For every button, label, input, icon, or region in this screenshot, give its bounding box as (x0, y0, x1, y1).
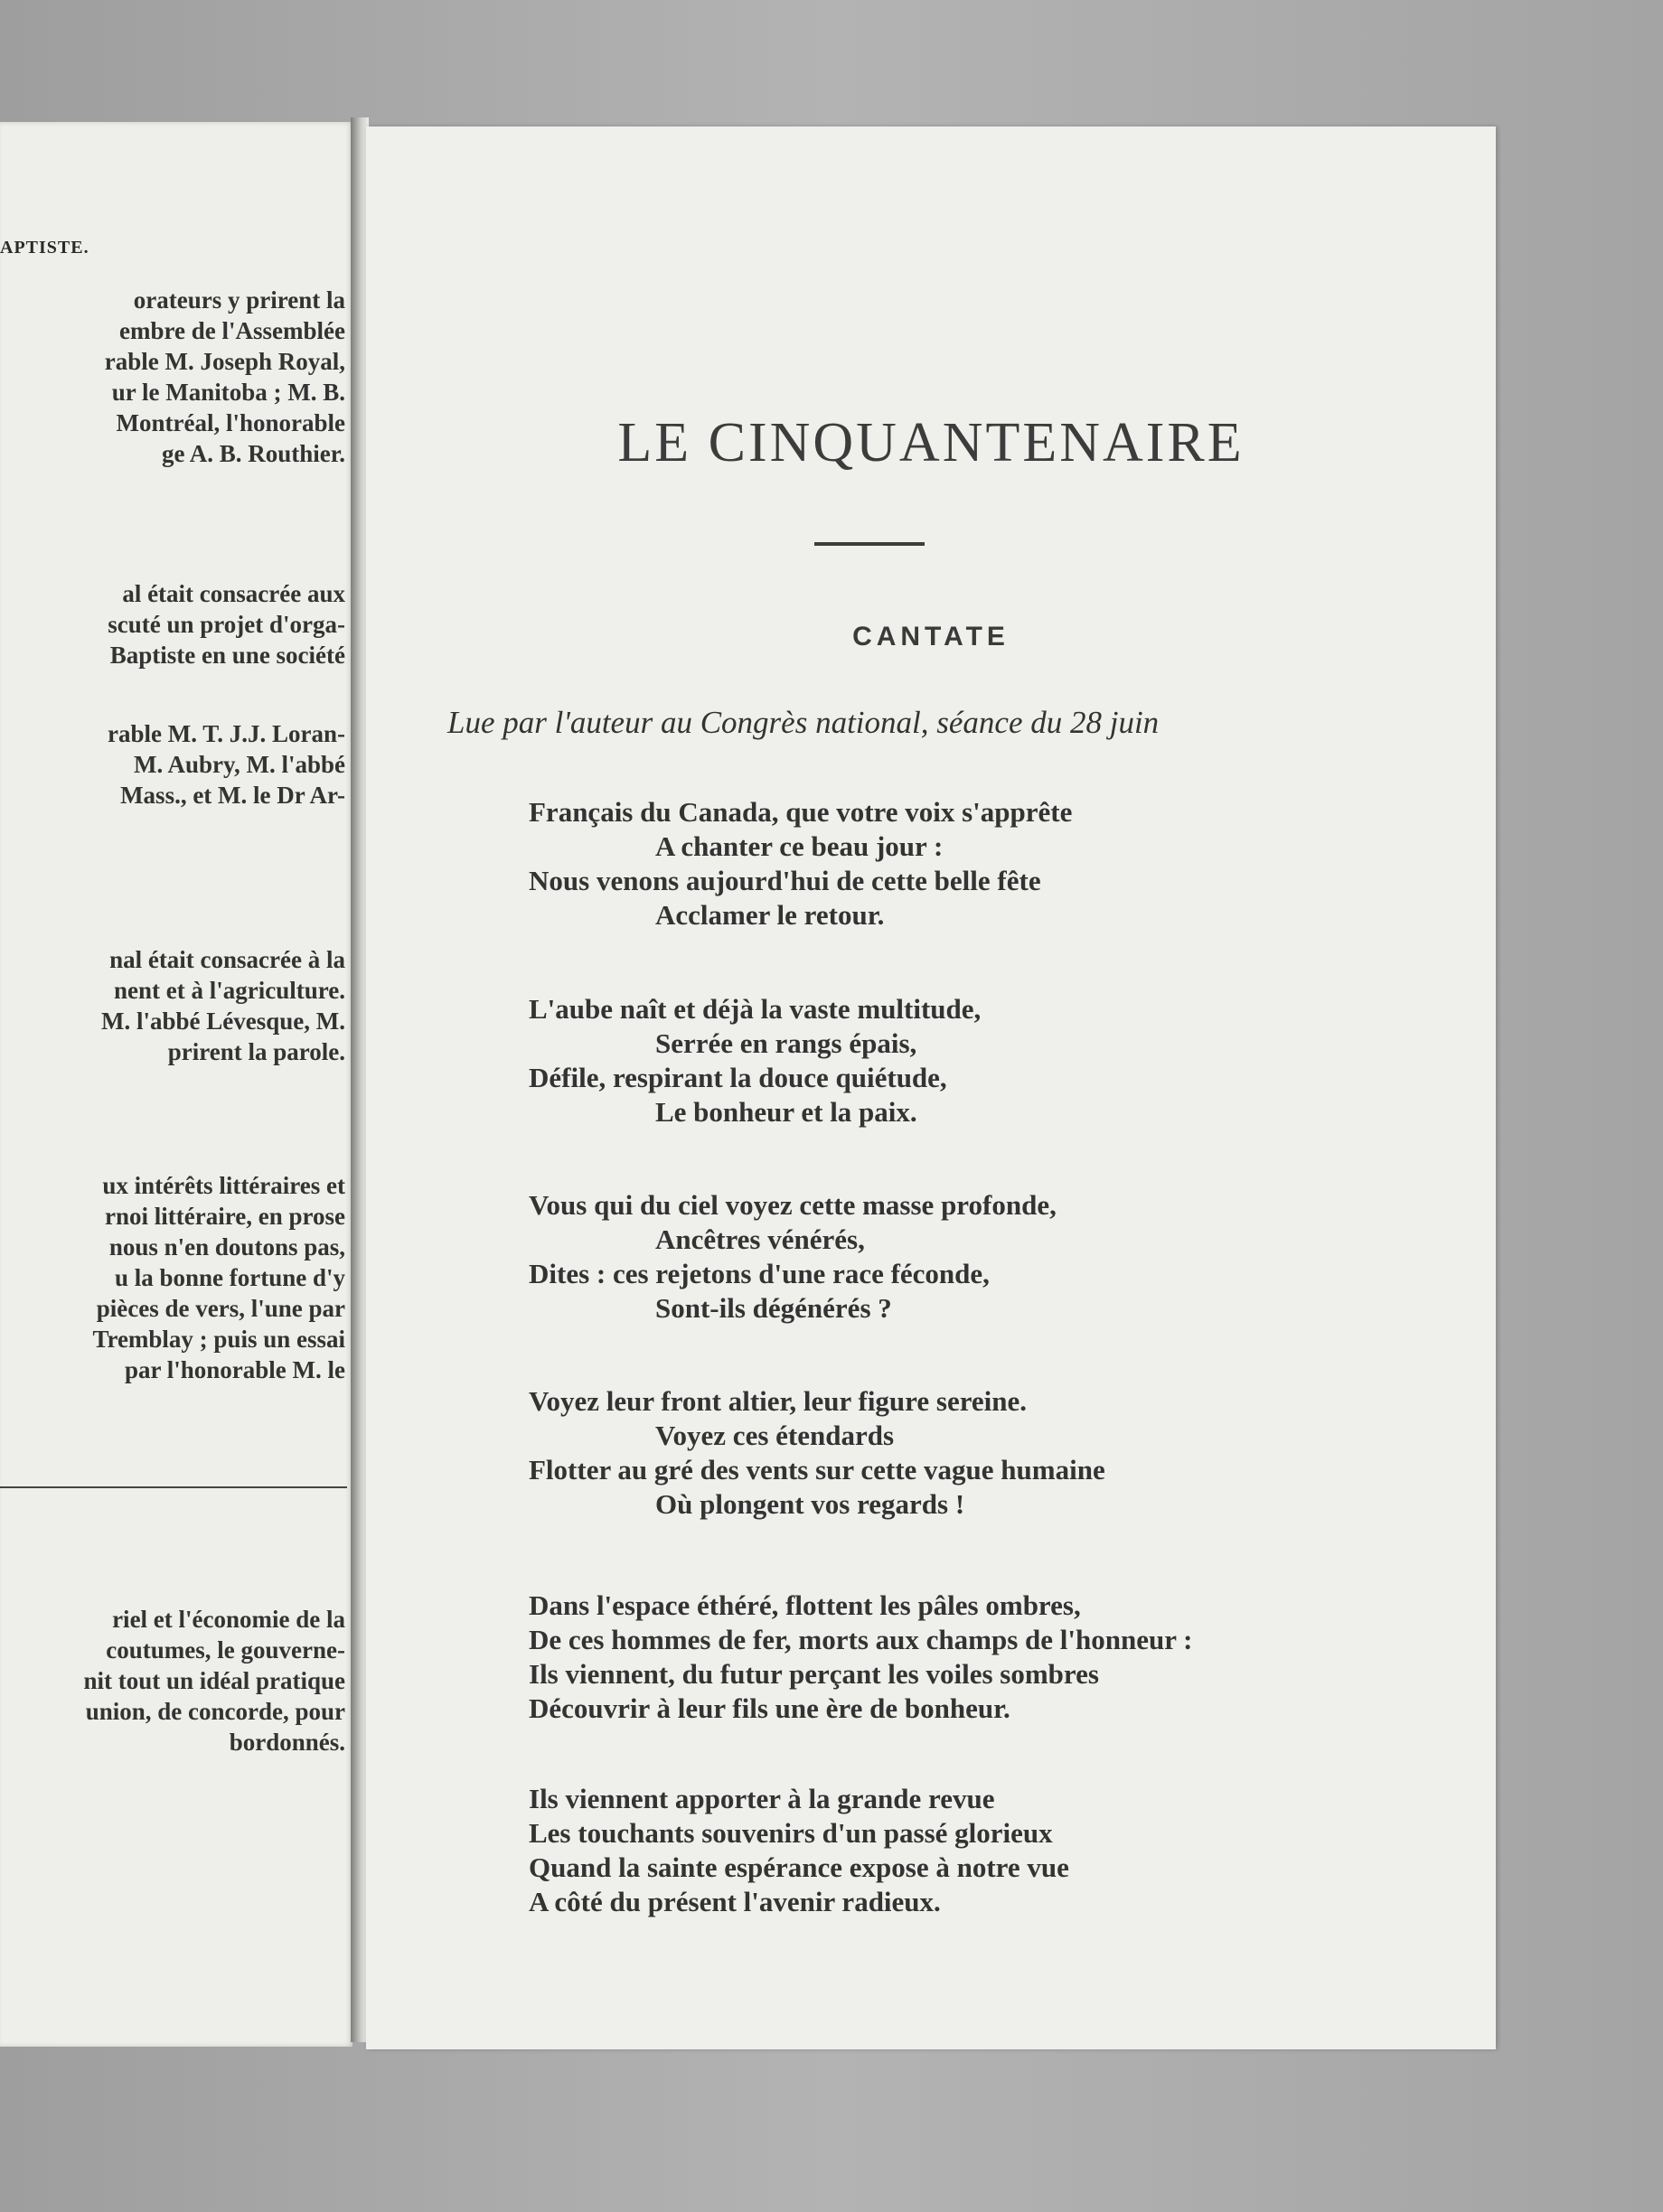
verse-line: Dites : ces rejetons d'une race féconde, (529, 1258, 990, 1289)
verse-line: Les touchants souvenirs d'un passé glorieux (529, 1817, 1053, 1849)
stanza-1 (529, 795, 1072, 933)
text-line: Montréal, l'honorable (116, 409, 345, 436)
verse-line: Sont-ils dégénérés ? (655, 1292, 892, 1324)
text-line: Tremblay ; puis un essai (92, 1326, 345, 1353)
left-paragraph-4 (101, 944, 345, 1067)
text-line: u la bonne fortune d'y (114, 1264, 345, 1291)
text-line: Mass., et M. le Dr Ar- (120, 782, 345, 809)
verse-line: Voyez leur front altier, leur figure sereine. (529, 1385, 1028, 1417)
text-line: M. Aubry, M. l'abbé (133, 751, 345, 778)
stanza-4 (529, 1384, 1105, 1522)
stanza-2 (529, 992, 981, 1129)
verse-line: Dans l'espace éthéré, flottent les pâles ombres, (529, 1589, 1081, 1621)
verse-line: L'aube naît et déjà la vaste multitude, (529, 993, 982, 1025)
text-line: pièces de vers, l'une par (96, 1295, 345, 1322)
title-rule (814, 542, 925, 546)
verse-line: Ancêtres vénérés, (655, 1223, 865, 1255)
text-line: scuté un projet d'orga- (108, 611, 345, 638)
verse-line: A chanter ce beau jour : (655, 830, 944, 862)
text-line: par l'honorable M. le (124, 1356, 345, 1383)
verse-line: Flotter au gré des vents sur cette vague humaine (529, 1454, 1105, 1486)
section-rule (0, 1486, 347, 1488)
text-line: embre de l'Assemblée (119, 317, 345, 344)
text-line: riel et l'économie de la (112, 1606, 345, 1633)
left-paragraph-5 (92, 1170, 345, 1385)
text-line: orateurs y prirent la (133, 286, 345, 314)
text-line: coutumes, le gouverne- (106, 1636, 345, 1664)
left-paragraph-6 (83, 1604, 345, 1757)
text-line: rnoi littéraire, en prose (105, 1203, 345, 1230)
stanza-3 (529, 1188, 1057, 1326)
verse-line: Où plongent vos regards ! (655, 1488, 965, 1520)
text-line: nent et à l'agriculture. (114, 977, 345, 1004)
left-paragraph-2 (108, 578, 345, 670)
verse-line: Voyez ces étendards (655, 1420, 895, 1451)
verse-line: Défile, respirant la douce quiétude, (529, 1062, 947, 1093)
left-page (0, 122, 352, 2047)
verse-line: Nous venons aujourd'hui de cette belle fête (529, 865, 1041, 896)
left-paragraph-1 (105, 285, 345, 469)
verse-line: A côté du présent l'avenir radieux. (529, 1886, 941, 1917)
text-line: bordonnés. (229, 1729, 345, 1756)
right-page (366, 127, 1496, 2049)
text-line: prirent la parole. (167, 1038, 345, 1065)
verse-line: Vous qui du ciel voyez cette masse profonde, (529, 1189, 1057, 1221)
verse-line: Serrée en rangs épais, (655, 1027, 917, 1059)
text-line: ur le Manitoba ; M. B. (111, 379, 345, 406)
verse-line: Le bonheur et la paix. (655, 1096, 917, 1128)
text-line: rable M. Joseph Royal, (104, 348, 345, 375)
text-line: rable M. T. J.J. Loran- (108, 720, 345, 747)
left-paragraph-3 (108, 718, 345, 811)
text-line: ux intérêts littéraires et (102, 1172, 345, 1199)
text-line: nal était consacrée à la (109, 946, 345, 973)
text-line: al était consacrée aux (122, 580, 345, 607)
text-line: nit tout un idéal pratique (83, 1667, 345, 1694)
text-line: union, de concorde, pour (85, 1698, 345, 1725)
dedication-line: Lue par l'auteur au Congrès national, séance du 28 juin (447, 705, 1160, 740)
stanza-5 (529, 1589, 1193, 1726)
stanza-6 (529, 1782, 1069, 1919)
verse-line: De ces hommes de fer, morts aux champs de l'honneur : (529, 1624, 1193, 1655)
text-line: M. l'abbé Lévesque, M. (101, 1008, 345, 1035)
verse-line: Acclamer le retour. (655, 899, 885, 931)
verse-line: Ils viennent apporter à la grande revue (529, 1783, 995, 1814)
running-header: APTISTE. (0, 238, 89, 258)
page-title: LE CINQUANTENAIRE (617, 412, 1245, 473)
text-line: ge A. B. Routhier. (161, 440, 345, 467)
verse-line: Quand la sainte espérance expose à notre vue (529, 1851, 1069, 1883)
text-line: Baptiste en une société (109, 642, 345, 669)
verse-line: Français du Canada, que votre voix s'apprête (529, 796, 1073, 828)
verse-line: Découvrir à leur fils une ère de bonheur. (529, 1692, 1010, 1724)
verse-line: Ils viennent, du futur perçant les voiles sombres (529, 1658, 1099, 1690)
poem-subtitle: CANTATE (852, 622, 1010, 651)
text-line: nous n'en doutons pas, (108, 1233, 345, 1261)
